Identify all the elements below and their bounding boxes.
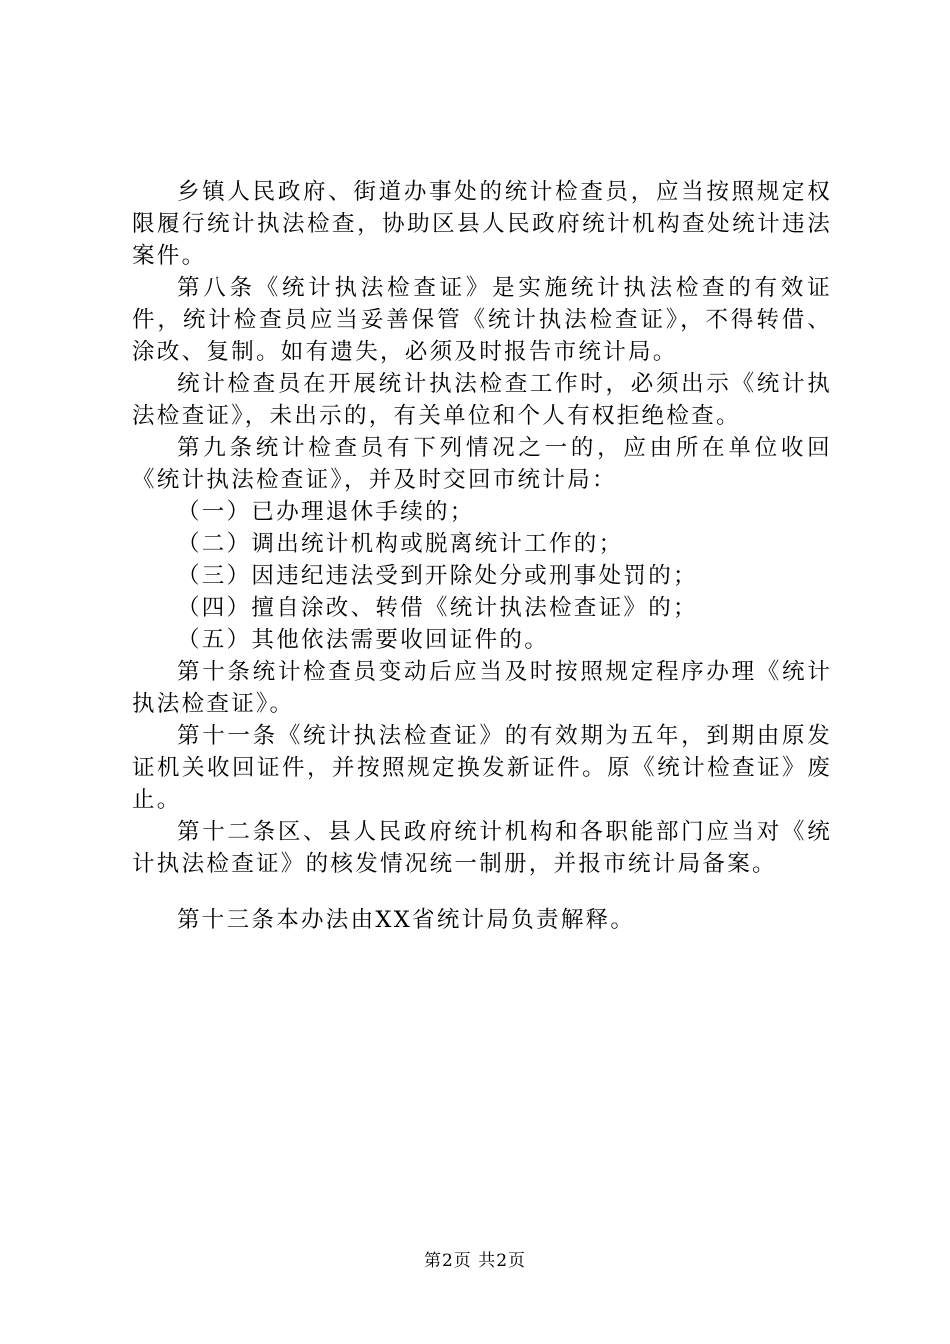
paragraph-article-9: 第九条统计检查员有下列情况之一的，应由所在单位收回《统计执法检查证》，并及时交回市统计局： xyxy=(132,435,832,493)
paragraph-article-11: 第十一条《统计执法检查证》的有效期为五年，到期由原发证机关收回证件，并按照规定换发新证件。原《统计检查证》废止。 xyxy=(132,723,832,813)
page-footer: 第2页 共2页 xyxy=(423,1251,527,1271)
paragraph-article-13: 第十三条本办法由XX省统计局负责解释。 xyxy=(177,907,636,933)
list-item-retirement: （一）已办理退休手续的； xyxy=(177,499,475,525)
list-item-other: （五）其他依法需要收回证件的。 xyxy=(177,627,550,653)
list-item-dismissal: （三）因违纪违法受到开除处分或刑事处罚的； xyxy=(177,563,698,589)
paragraph-township-inspectors: 乡镇人民政府、街道办事处的统计检查员，应当按照规定权限履行统计执法检查，协助区县人民政府统计机构查处统计违法案件。 xyxy=(132,179,832,269)
paragraph-article-12: 第十二条区、县人民政府统计机构和各职能部门应当对《统计执法检查证》的核发情况统一制册，并报市统计局备案。 xyxy=(132,819,832,877)
document-body xyxy=(132,176,832,936)
list-item-transfer: （二）调出统计机构或脱离统计工作的； xyxy=(177,531,624,557)
list-item-alteration: （四）擅自涂改、转借《统计执法检查证》的； xyxy=(177,595,698,621)
paragraph-article-10: 第十条统计检查员变动后应当及时按照规定程序办理《统计执法检查证》。 xyxy=(132,659,832,717)
paragraph-article-8: 第八条《统计执法检查证》是实施统计执法检查的有效证件，统计检查员应当妥善保管《统计执法检查证》，不得转借、涂改、复制。如有遗失，必须及时报告市统计局。 xyxy=(132,275,832,365)
paragraph-show-certificate: 统计检查员在开展统计执法检查工作时，必须出示《统计执法检查证》，未出示的，有关单位和个人有权拒绝检查。 xyxy=(132,371,832,429)
